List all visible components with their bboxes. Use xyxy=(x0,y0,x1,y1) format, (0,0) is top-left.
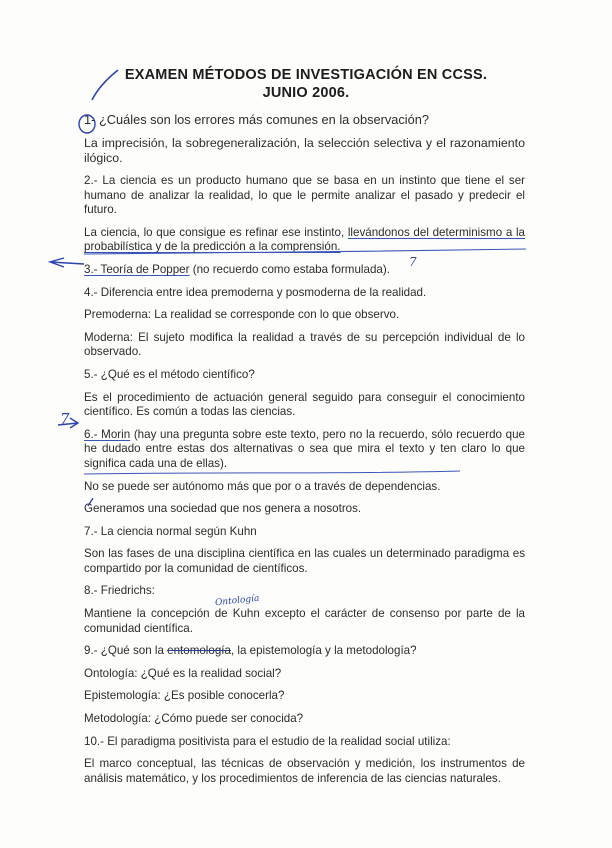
question-5: 5.- ¿Qué es el método científico? xyxy=(84,367,255,381)
answer-4-modern: Moderna: El sujeto modifica la realidad a través de su percepción individual de lo observado. xyxy=(84,330,525,359)
exam-content xyxy=(84,112,525,794)
answer-6-b: Generamos una sociedad que nos genera a nosotros. xyxy=(84,502,362,516)
answer-10: El marco conceptual, las técnicas de observación y medición, los instrumentos de análisis matemático, y los procedimientos de inferencia de las ciencias naturales. xyxy=(84,757,525,785)
question-6: 6.- Morin (hay una pregunta sobre este texto, pero no la recuerdo, sólo recuerdo que he dudado entre estas dos alternativas o sea que mira el texto y ten claro lo que significa cada una de ellas). xyxy=(84,427,525,470)
bleed-through-text xyxy=(40,14,560,27)
answer-9-methodology: Metodología: ¿Cómo puede ser conocida? xyxy=(84,712,304,726)
answer-2: La ciencia, lo que consigue es refinar ese instinto, llevándonos del determinismo a la probabilística y de la predicción a la comprensión. xyxy=(84,225,525,254)
question-2: 2.- La ciencia es un producto humano que se basa en un instinto que tiene el ser humano de analizar la realidad, lo que le permite analizar el pasado y predecir el futuro. xyxy=(84,174,525,217)
question-8: 8.- Friedrichs: xyxy=(84,584,155,598)
question-7: 7.- La ciencia normal según Kuhn xyxy=(84,524,257,538)
answer-4-premodern: Premoderna: La realidad se corresponde con lo que observo. xyxy=(84,308,400,322)
struck-word: entomología xyxy=(167,644,231,658)
arrow-question-3-icon xyxy=(50,258,84,267)
handwritten-mark-q3: 7 xyxy=(409,255,417,269)
answer-6-a: No se puede ser autónomo más que por o a través de dependencias. xyxy=(84,479,441,493)
answer-9-epistemology: Epistemología: ¿Es posible conocerla? xyxy=(84,689,285,703)
answer-1: La imprecisión, la sobregeneralización, la selección selectiva y el razonamiento ilógico. xyxy=(84,136,525,165)
question-9: 9.- ¿Qué son la entomología, la epistemología y la metodología? xyxy=(84,644,417,658)
answer-7: Son las fases de una disciplina científica en las cuales un determinado paradigma es compartido por la comunidad de científicos. xyxy=(84,547,525,575)
exam-title: EXAMEN MÉTODOS DE INVESTIGACIÓN EN CCSS. xyxy=(124,67,488,83)
answer-2-underlined: llevándonos del determinismo a la probabilística y de la predicción a la comprensión. xyxy=(84,225,525,254)
exam-date: JUNIO 2006. xyxy=(262,85,350,101)
answer-9-ontology: Ontología: ¿Qué es la realidad social? xyxy=(84,666,282,680)
answer-5: Es el procedimiento de actuación general seguido para conseguir el conocimiento científico. Es común a todas las ciencias. xyxy=(84,390,525,419)
handwritten-correction: Ontología xyxy=(214,593,260,609)
answer-8: Mantiene la concepción de Kuhn excepto el carácter de consenso por parte de la comunidad científica. xyxy=(84,607,525,635)
question-10: 10.- El paradigma positivista para el estudio de la realidad social utiliza: xyxy=(84,734,451,748)
handwritten-mark-q6: 7 xyxy=(60,410,70,428)
question-4: 4.- Diferencia entre idea premoderna y posmoderna de la realidad. xyxy=(84,285,427,299)
question-1-number: 1 xyxy=(84,112,92,127)
question-1: 1- ¿Cuáles son los errores más comunes en la observación? xyxy=(84,112,429,127)
question-3: 3.- Teoría de Popper (no recuerdo como estaba formulada). xyxy=(84,262,390,276)
